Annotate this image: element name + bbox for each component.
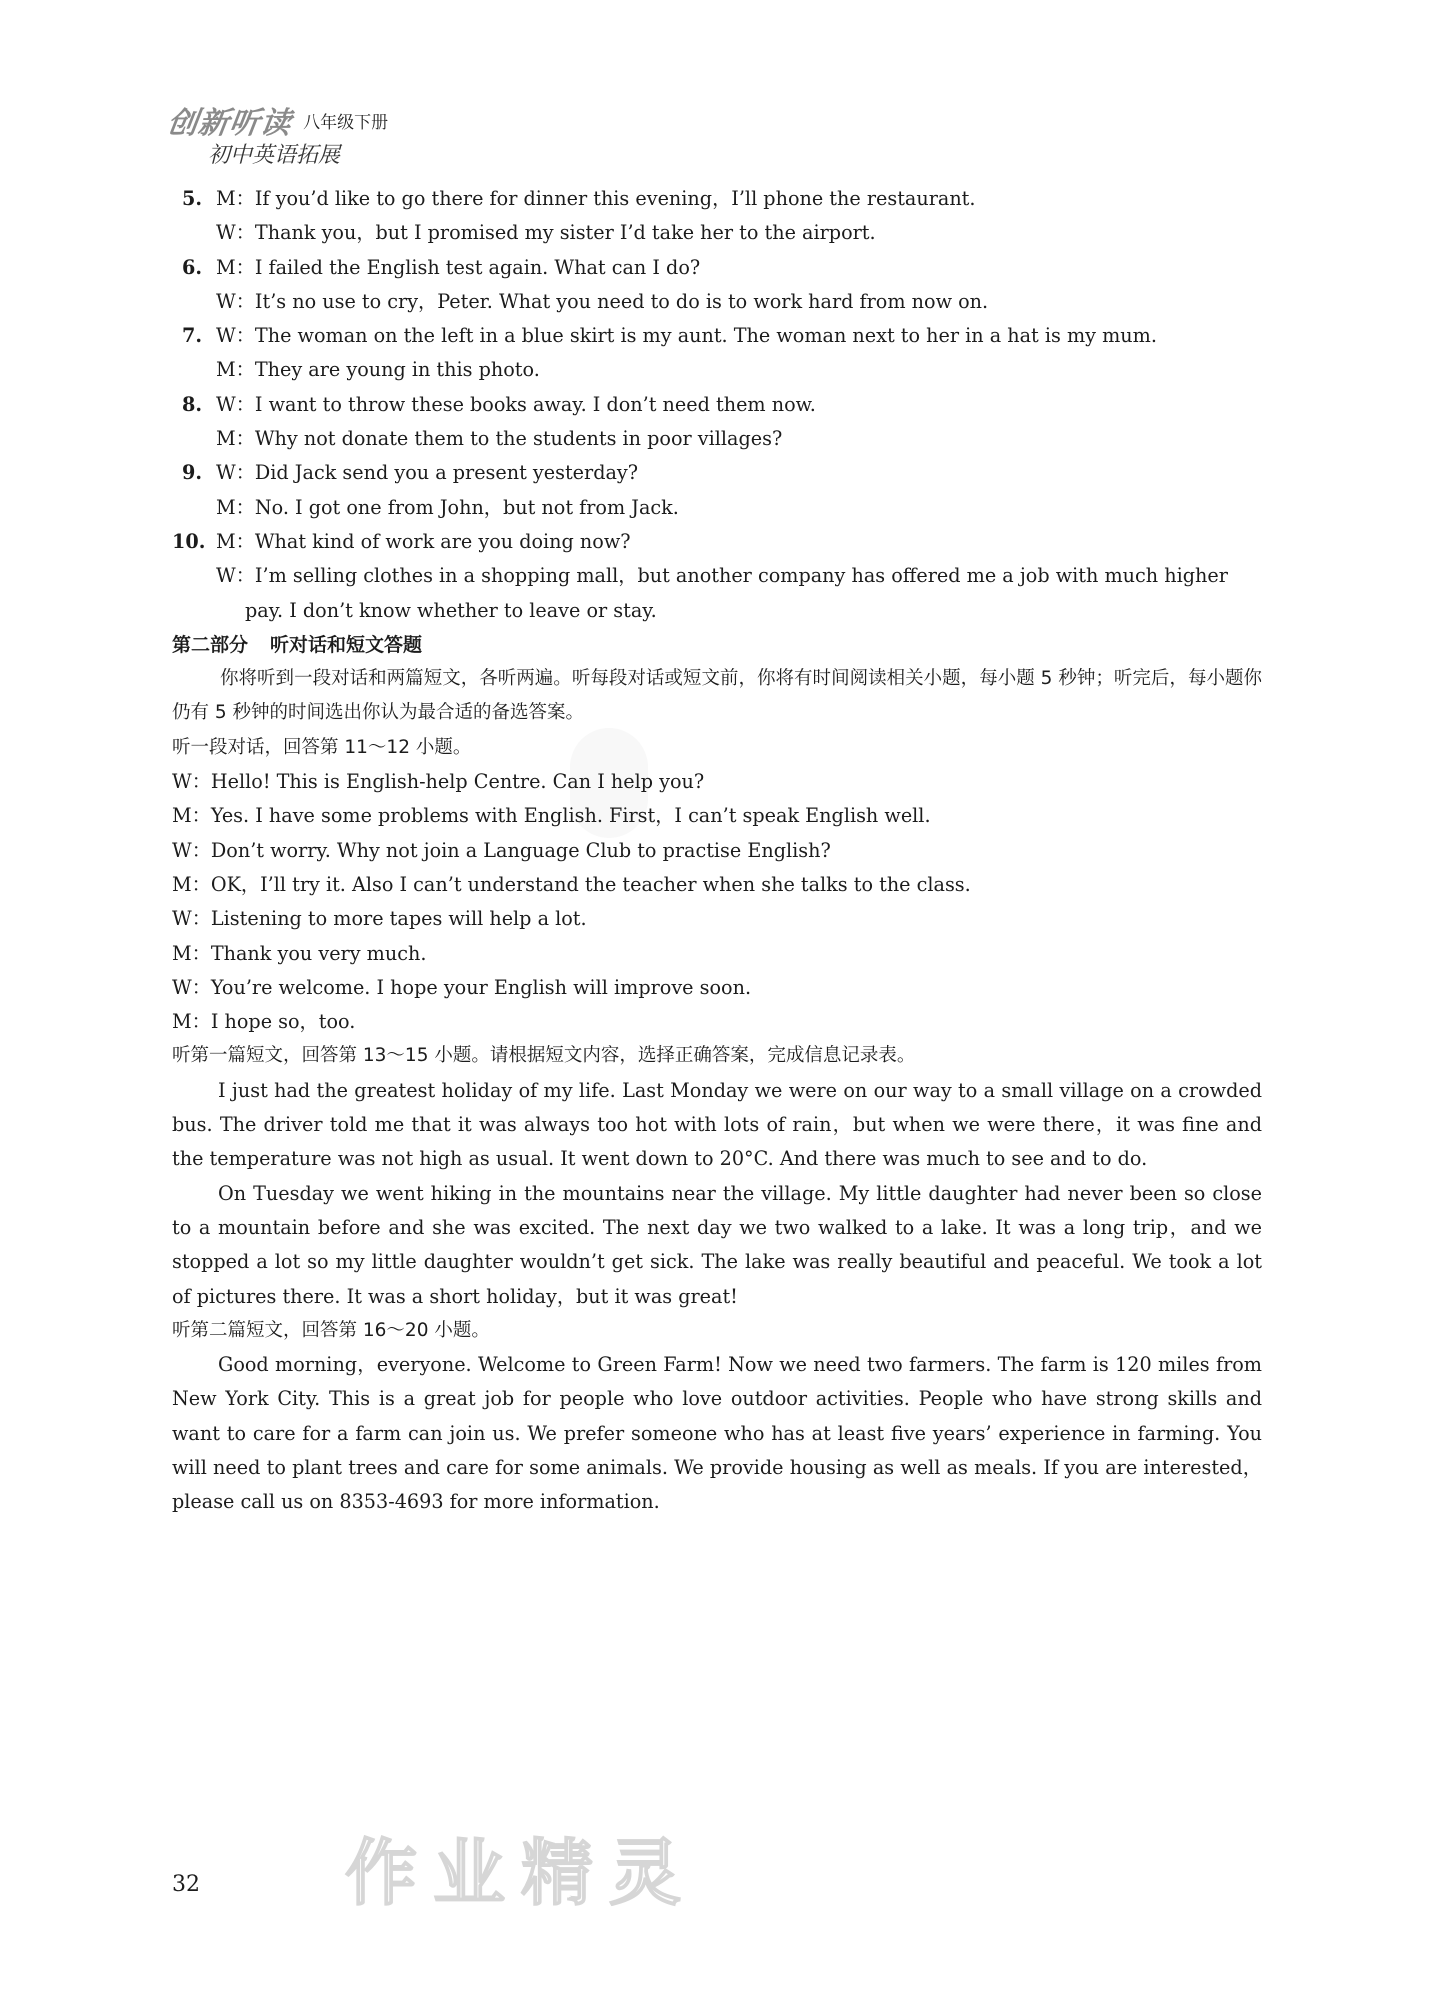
dialogue-line: W：Don’t worry. Why not join a Language Club to practise English? <box>172 838 831 862</box>
dialogue-line: W：Thank you，but I promised my sister I’d take her to the airport. <box>216 221 876 245</box>
passage2-intro: 听第二篇短文，回答第 16～20 小题。 <box>172 1319 490 1341</box>
book-header <box>165 98 389 169</box>
page-content <box>172 182 1262 1520</box>
dialogue-line: 8. W：I want to throw these books away. I don’t need them now. <box>172 388 1262 422</box>
item-number: 6. <box>181 255 202 279</box>
grade-label: 八年级下册 <box>303 113 389 133</box>
item-number: 10. <box>172 529 206 553</box>
item-number: 8. <box>181 392 202 416</box>
dialogue-line: M：Why not donate them to the students in poor villages? <box>216 427 783 451</box>
dialogue-line: M：Thank you very much. <box>172 941 427 965</box>
dialogue-line: 5. M：If you’d like to go there for dinner this evening，I’ll phone the restaurant. <box>172 182 1262 216</box>
passage1-paragraph: I just had the greatest holiday of my life. Last Monday we were on our way to a small village on a crowded bus. The driver told me that it was always too hot with lots of rain，but when we were there，it was fine and the temperature was not high as usual. It went down to 20°C. And there was much to see and to do. <box>172 1078 1262 1171</box>
brand-logo: 创新听读 <box>165 106 294 141</box>
page-number: 32 <box>172 1872 200 1897</box>
dialogue-line: M：Yes. I have some problems with English. First，I can’t speak English well. <box>172 804 931 828</box>
dialogue-line: 6. M：I failed the English test again. What can I do? <box>172 251 1262 285</box>
passage2-paragraph: Good morning，everyone. Welcome to Green Farm! Now we need two farmers. The farm is 120 miles from New York City. This is a great job for people who love outdoor activities. People who have strong skills and want to care for a farm can join us. We prefer someone who has at least five years’ experience in farming. You will need to plant trees and care for some animals. We provide housing as well as meals. If you are interested，please call us on 8353-4693 for more information. <box>172 1353 1262 1514</box>
dialogue-line: 9. W：Did Jack send you a present yesterday? <box>172 456 1262 490</box>
dialogue-item-5 <box>172 182 1262 251</box>
section-title: 第二部分 听对话和短文答题 <box>172 633 423 656</box>
dialogue-line: M：No. I got one from John，but not from Jack. <box>216 495 679 519</box>
dialogue-line: W：I’m selling clothes in a shopping mall，but another company has offered me a job with much higher <box>216 564 1228 588</box>
watermark-text: 作业精灵 <box>345 1831 698 1915</box>
dialogue-item-6 <box>172 251 1262 320</box>
dialogue-line: W：Hello! This is English-help Centre. Can I help you? <box>172 770 705 794</box>
item-number: 7. <box>181 324 202 348</box>
item-number: 5. <box>181 187 202 210</box>
dialogue-line: W：It’s no use to cry，Peter. What you need to do is to work hard from now on. <box>216 289 989 313</box>
dialogue-line: W：You’re welcome. I hope your English will improve soon. <box>172 975 752 999</box>
dialogue-line: 7. W：The woman on the left in a blue skirt is my aunt. The woman next to her in a hat is my mum. <box>172 319 1262 353</box>
dialogue-item-8 <box>172 388 1262 457</box>
dialogue-line: 10. M：What kind of work are you doing now? <box>172 525 1262 559</box>
dialogue-line: M：They are young in this photo. <box>216 358 540 382</box>
dialogue-line: W：Listening to more tapes will help a lot. <box>172 907 587 931</box>
dialogue-item-10 <box>172 525 1262 628</box>
dialogue-line: M：I hope so，too. <box>172 1010 356 1034</box>
passage1-paragraph: On Tuesday we went hiking in the mountains near the village. My little daughter had never been so close to a mountain before and she was excited. The next day we two walked to a lake. It was a long trip，and we stopped a lot so my little daughter wouldn’t get sick. The lake was really beautiful and peaceful. We took a lot of pictures there. It was a short holiday，but it was great! <box>172 1181 1262 1308</box>
dialogue-item-9 <box>172 456 1262 525</box>
dialogue-line: M：OK，I’ll try it. Also I can’t understand the teacher when she talks to the class. <box>172 872 971 896</box>
dialogue-item-7 <box>172 319 1262 388</box>
listening-dialogue <box>172 765 1262 1039</box>
item-number: 9. <box>181 461 202 485</box>
passage1-intro: 听第一篇短文，回答第 13～15 小题。请根据短文内容，选择正确答案，完成信息记录表。 <box>172 1045 916 1067</box>
book-subtitle: 初中英语拓展 <box>208 143 341 168</box>
section-instructions: 你将听到一段对话和两篇短文，各听两遍。听每段对话或短文前，你将有时间阅读相关小题，每小题 5 秒钟；听完后，每小题你仍有 5 秒钟的时间选出你认为最合适的备选答案。 <box>172 668 1262 724</box>
dialogue-line: pay. I don’t know whether to leave or stay. <box>245 598 657 622</box>
dialogue-intro: 听一段对话，回答第 11～12 小题。 <box>172 736 472 758</box>
